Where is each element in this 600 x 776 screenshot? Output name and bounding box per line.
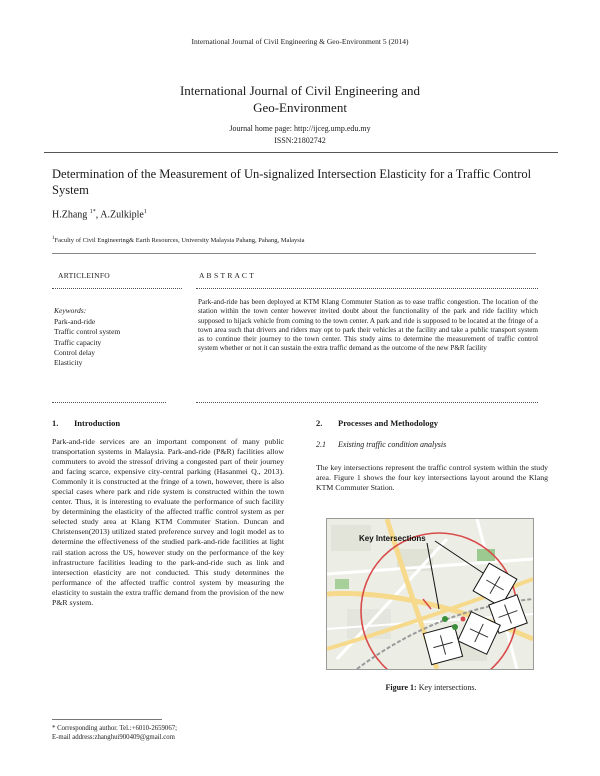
abstract-rule [196,288,538,289]
keyword-item: Park-and-ride [54,317,96,326]
section-2-title: Processes and Methodology [338,418,438,428]
journal-title-line2: Geo-Environment [253,100,347,115]
key-intersections-map [326,518,534,670]
author-2-marker: 1 [143,209,147,215]
masthead-divider [44,152,558,153]
affiliation-marker: 1 [52,236,55,241]
keywords-label: Keywords: [54,306,87,315]
figure-1-caption [316,683,546,692]
affiliation [52,236,305,244]
footnote-email: E-mail address:zhanghui900409@gmail.com [52,734,175,741]
author-1-marker: 1* [89,209,96,215]
journal-issn: ISSN:21802742 [274,136,326,145]
journal-title [0,82,600,116]
author-1: H.Zhang [52,209,90,221]
map-graphic [327,519,533,669]
subsection-2-1-title: Existing traffic condition analysis [338,440,447,449]
section-2-number: 2. [316,418,323,428]
footnote-rule [52,719,162,720]
section-1-number: 1. [52,418,59,428]
keyword-item: Traffic control system [54,327,121,337]
author-2: A.Zulkiple [100,209,144,221]
footnote [52,724,177,742]
subsection-2-1-number: 2.1 [316,440,326,449]
subsection-2-1-heading [316,440,446,449]
paper-title: Determination of the Measurement of Un-signalized Intersection Elasticity for a Traffic Control System [52,167,532,197]
abstract-text: Park-and-ride has been deployed at KTM Klang Commuter Station as to ease traffic congestion. The location of the station within the town center however invited doubt about the functionality of the park and ride facility which supposed to hijack vehicle from coming to the town center. A park and ride is supposed to be located at the fringe of a town area such that drivers and riders may opt to park their vehicles at the facility and take a public transport system as to continue their journey to the town center. This study aims to determine the measurement of traffic control system whether or not it can sustain the extra traffic demand as the outcome of the new P&R facility [198,298,538,353]
author-separator: , [95,209,101,221]
keyword-item: Traffic capacity [54,337,102,347]
keywords-bottom-rule [52,402,166,403]
keyword-item: Elasticity [54,358,83,368]
section-2-body: The key intersections represent the traffic control system within the study area. Figure 1 shows the four key intersections layout around the Klang KTM Commuter Station. [316,463,548,493]
section-2-heading [316,418,438,428]
journal-title-line1: International Journal of Civil Engineering and [179,83,421,98]
keywords-list [54,317,120,368]
map-title-label: Key Intersections [359,534,426,543]
intersection-marker [452,624,458,630]
affiliation-text: Faculty of Civil Engineering& Earth Resources, University Malaysia Pahang, Pahang, Malaysia [54,237,305,245]
journal-home-page: Journal home page: http://ijceg.ump.edu.my [229,124,371,133]
figure-1-caption-label: Figure 1: [385,683,417,692]
park-area [335,579,349,589]
section-1-heading [52,418,120,428]
abstract-bottom-rule [196,402,538,403]
abstract-heading: A B S T R A C T [199,271,255,280]
intersection-marker [461,617,466,622]
intersection-marker [442,616,448,622]
section-1-title: Introduction [74,418,121,428]
footnote-corresponding-author: * Corresponding author. Tel.:+6010-2659067; [52,725,177,732]
article-info-rule [52,288,182,289]
figure-1-caption-text: Key intersections. [416,683,477,692]
affiliation-divider [52,253,536,254]
authors [52,209,147,220]
keyword-item: Control delay [54,347,96,357]
running-head: International Journal of Civil Engineering & Geo-Environment 5 (2014) [191,37,409,46]
article-info-heading: ARTICLEINFO [58,271,111,280]
section-1-body: Park-and-ride services are an important component of many public transportation systems in Malaysia. Park-and-ride (P&R) facilities allow commuters to avoid the stressof driving a congested part of their journey and facing scarce, expensive city-central parking (Hasanmei Q., 2013). Commonly it is constructed at the fringe of a town, however, there is also special cases where park and ride system is constructed within the town center. Thus, it is interesting to evaluate the performance of such facility by determining the elasticity of the affected traffic control system as per selected study area at Klang KTM Commuter Station. Duncan and Christensen(2013) utilized stated preference survey and logit model as to determine the effectiveness of the studied park-and-ride facilities at light rail station across the US, however study on the performance of the key infrastructure facilities leading to the park-and-ride such as link and intersection elasticity are not conducted. This study determines the performance of the affected traffic control system by measuring the elasticity to sustain the extra traffic demand from the provision of the new P&R system. [52,437,284,607]
